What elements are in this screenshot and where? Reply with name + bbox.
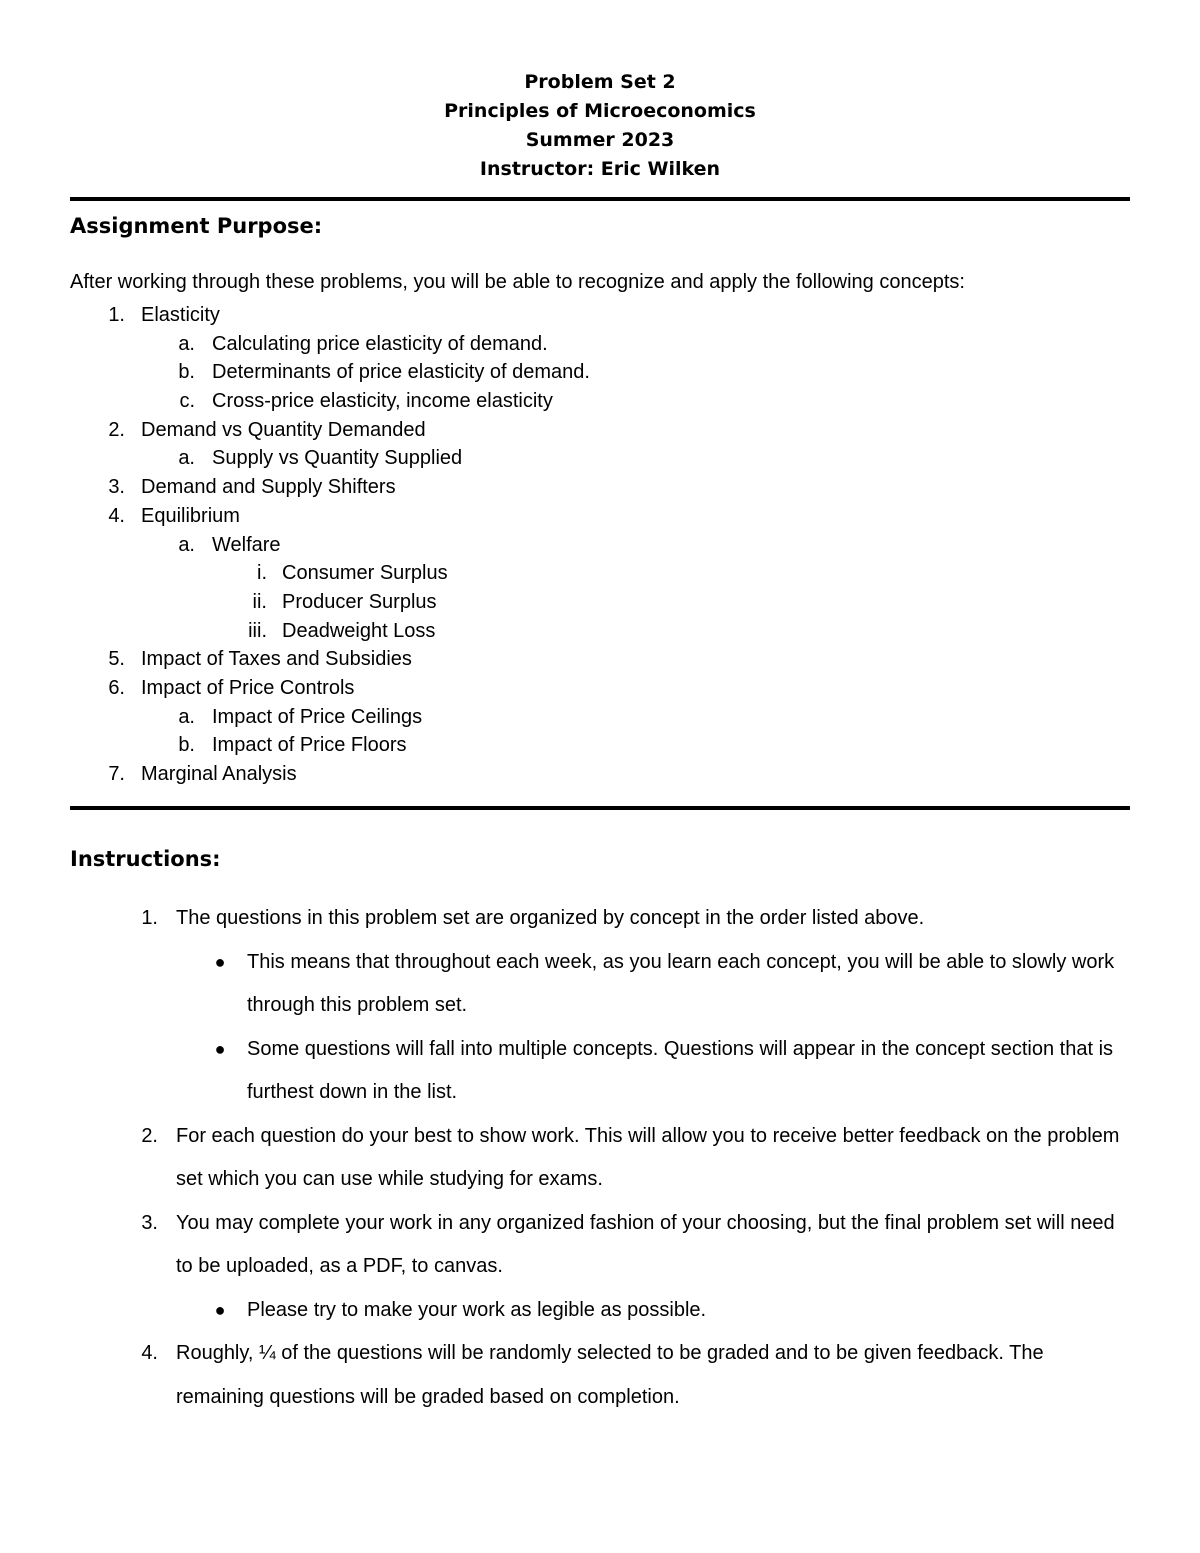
outline-item (0, 416, 1200, 445)
instructor-name: Instructor: Eric Wilken (479, 158, 721, 180)
instruction-number: 3. (141, 1211, 158, 1234)
instruction-item (0, 1332, 1200, 1419)
divider-middle (70, 806, 1130, 810)
outline-text: Deadweight Loss (282, 619, 436, 642)
outline-text: Calculating price elasticity of demand. (212, 332, 548, 355)
outline-text: Impact of Price Floors (212, 734, 407, 757)
bullet-text: Please try to make your work as legible as possible. (247, 1298, 707, 1321)
instruction-bullet (0, 941, 1200, 1028)
outline-marker: 2. (108, 418, 125, 441)
outline-text: Marginal Analysis (141, 763, 297, 785)
outline-text: Impact of Price Ceilings (212, 705, 423, 728)
instructions-list (0, 897, 1200, 1419)
outline-item (0, 444, 1200, 473)
outline-item (0, 559, 1200, 588)
purpose-intro: After working through these problems, you will be able to recognize and apply the following concepts: (70, 271, 965, 293)
outline-item (0, 645, 1200, 674)
instruction-text: You may complete your work in any organized fashion of your choosing, but the final problem set will need to be uploaded, as a PDF, to canvas. (176, 1211, 1115, 1277)
instruction-number: 4. (141, 1342, 158, 1364)
outline-text: Impact of Price Controls (141, 676, 355, 699)
assignment-purpose-heading: Assignment Purpose: (70, 214, 323, 238)
outline-item (0, 674, 1200, 703)
instruction-item (0, 897, 1200, 941)
divider-top (70, 197, 1130, 201)
outline-marker: c. (179, 390, 195, 413)
bullet-dot-icon: ● (214, 951, 226, 972)
instruction-text: Roughly, ¼ of the questions will be randomly selected to be graded and to be given feedback. The remaining questions will be graded based on completion. (176, 1342, 1044, 1408)
outline-marker: b. (178, 734, 195, 757)
outline-marker: 6. (108, 676, 125, 699)
outline-text: Welfare (212, 533, 281, 556)
outline-text: Demand and Supply Shifters (141, 476, 396, 499)
outline-item (0, 387, 1200, 416)
outline-text: Supply vs Quantity Supplied (212, 447, 463, 470)
outline-text: Demand vs Quantity Demanded (141, 418, 426, 441)
outline-text: Consumer Surplus (282, 562, 448, 585)
outline-text: Elasticity (141, 304, 220, 326)
outline-marker: 3. (108, 476, 125, 499)
instruction-number: 1. (141, 907, 158, 929)
instruction-text: The questions in this problem set are organized by concept in the order listed above. (176, 907, 925, 929)
outline-marker: i. (257, 562, 267, 585)
outline-marker: a. (178, 332, 195, 355)
outline-marker: a. (178, 533, 195, 556)
course-name: Principles of Microeconomics (444, 100, 756, 122)
outline-marker: ii. (252, 590, 267, 613)
outline-item (0, 703, 1200, 732)
outline-marker: b. (178, 361, 195, 384)
outline-item (0, 588, 1200, 617)
outline-text: Cross-price elasticity, income elasticity (212, 390, 553, 413)
outline-item (0, 358, 1200, 387)
outline-text: Producer Surplus (282, 590, 437, 613)
outline-item (0, 760, 1200, 789)
bullet-dot-icon: ● (214, 1038, 226, 1059)
outline-marker: 4. (108, 504, 125, 527)
instruction-number: 2. (141, 1124, 158, 1147)
instruction-item (0, 1115, 1200, 1202)
outline-marker: 5. (108, 648, 125, 671)
outline-marker: a. (178, 705, 195, 728)
outline-item (0, 502, 1200, 531)
bullet-text: Some questions will fall into multiple concepts. Questions will appear in the concept section that is furthest down in the list. (247, 1037, 1114, 1103)
outline-text: Determinants of price elasticity of demand. (212, 361, 590, 384)
outline-item (0, 330, 1200, 359)
outline-item (0, 531, 1200, 560)
document-header (0, 68, 1200, 184)
outline-marker: 7. (108, 763, 125, 785)
outline-item (0, 617, 1200, 646)
outline-text: Impact of Taxes and Subsidies (141, 648, 412, 671)
instructions-heading: Instructions: (70, 847, 221, 871)
bullet-dot-icon: ● (214, 1299, 226, 1320)
instruction-text: For each question do your best to show work. This will allow you to receive better feedback on the problem set which you can use while studying for exams. (176, 1124, 1120, 1190)
instruction-bullet (0, 1028, 1200, 1115)
outline-text: Equilibrium (141, 504, 240, 527)
outline-marker: iii. (248, 619, 267, 642)
term: Summer 2023 (525, 129, 675, 151)
instruction-bullet (0, 1289, 1200, 1333)
document-title: Problem Set 2 (524, 71, 676, 93)
outline-item (0, 731, 1200, 760)
concept-outline (0, 301, 1200, 789)
bullet-text: This means that throughout each week, as you learn each concept, you will be able to slowly work through this problem set. (247, 950, 1115, 1016)
outline-item (0, 301, 1200, 330)
outline-marker: 1. (108, 304, 125, 326)
outline-marker: a. (178, 447, 195, 470)
instruction-item (0, 1202, 1200, 1289)
outline-item (0, 473, 1200, 502)
